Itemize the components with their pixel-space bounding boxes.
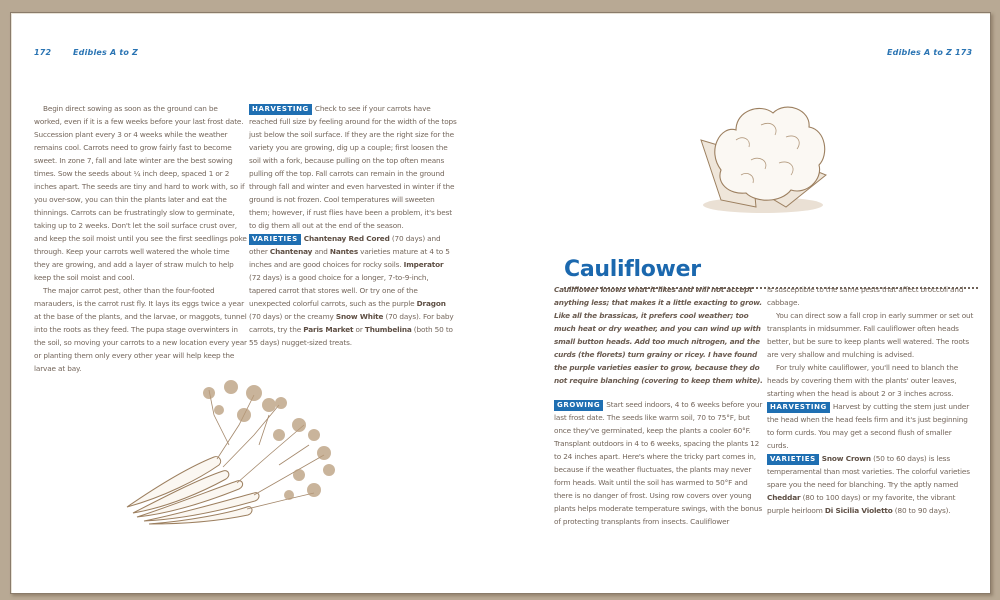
- variety-name: Chantenay Red Cored: [303, 234, 390, 243]
- variety-name: Snow White: [335, 312, 384, 321]
- left-column-1: [34, 102, 247, 375]
- harvesting-text: Harvest by cutting the stem just under the head when the head feels firm and it's just beginning to form curds. You may get a second flush of smaller curds.: [767, 402, 970, 450]
- growing-section: [554, 398, 766, 528]
- right-column-1: [554, 283, 766, 528]
- running-head-left: Edibles A to Z: [73, 48, 139, 57]
- varieties-section: [249, 232, 457, 349]
- cauliflower-illustration: [681, 95, 846, 220]
- varieties-label: VARIETIES: [767, 454, 819, 465]
- page-number-left: 172: [34, 48, 52, 57]
- varieties-section: [767, 452, 975, 517]
- paragraph: For truly white cauliflower, you'll need to blanch the heads by covering them with the plants' outer leaves, starting when the head is about 2 or 3 inches across.: [767, 363, 959, 398]
- varieties-text: Chantenay Red Cored (70 days) and other Chantenay and Nantes varieties mature at 4 to 5 inches and are good choices for rocky soils. Imperator (72 days) is a good choice for a longer, 7-to-9-inch, tapered carrot that stores well. Or try one of the unexpected colorful carrots, such as the purple Dragon (70 days) or the creamy Snow White (70 days). For baby carrots, try the Paris Market or Thumbelina (both 50 to 55 days) nugget-sized treats.: [249, 234, 454, 347]
- left-column-2: [249, 102, 457, 349]
- page-title: Cauliflower: [564, 257, 701, 282]
- growing-label: GROWING: [554, 400, 603, 411]
- varieties-text: Snow Crown (50 to 60 days) is less temperamental than most varieties. The colorful varieties spare you the need for blanching. Try the aptly named Cheddar (80 to 100 days) or my favorite, the vibrant purple heirloom Di Sicilia Violetto (80 to 90 days).: [767, 454, 970, 515]
- variety-name: Dragon: [416, 299, 446, 308]
- variety-name: Cheddar: [767, 493, 801, 502]
- continued-paragraph: is susceptible to the same pests that affect broccoli and cabbage.: [767, 285, 964, 307]
- growing-text: Start seed indoors, 4 to 6 weeks before your last frost date. The seeds like warm soil, 70 to 75°F, but once they've germinated, keep the plants a cooler 60°F. Transplant outdoors in 4 to 6 weeks, spacing the plants 12 to 24 inches apart. Here's where the tricky part comes in, because if the weather fluctuates, the plants may never form heads. Wait until the soil has warmed to 50°F and there is no danger of frost. Using row covers over young plants helps moderate temperature swings, with the bonus of protecting transplants from insects. Cauliflower: [554, 400, 763, 526]
- harvesting-section: [767, 400, 975, 452]
- variety-name: Paris Market: [303, 325, 354, 334]
- book-spread: [10, 12, 991, 594]
- carrot-bunch-illustration: [119, 375, 359, 525]
- variety-name: Thumbelina: [364, 325, 412, 334]
- right-column-2: [767, 283, 975, 517]
- paragraph: The major carrot pest, other than the four-footed marauders, is the carrot rust fly. It lays its eggs twice a year at the base of the plants, and the larvae, or maggots, tunnel into the roots as they feed. The pupa stage overwinters in the soil, so moving your carrots to a new location every year or planting them only every other year will help keep the larvae at bay.: [34, 286, 247, 373]
- harvesting-text: Check to see if your carrots have reached full size by feeling around for the width of the tops just below the soil surface. If they are the right size for the variety you are growing, dig up a couple; first loosen the soil with a fork, because pulling on the top often means pulling off the top. Fall carrots can remain in the ground through fall and winter and even harvested in winter if the ground is not frozen. Cool temperatures will sweeten them; however, if rust flies have been a problem, it's best to dig them all out at the end of the season.: [249, 104, 457, 230]
- variety-name: Nantes: [329, 247, 359, 256]
- paragraph: You can direct sow a fall crop in early summer or set out transplants in midsummer. Fall cauliflower often heads better, but be sure to keep plants well watered. The roots are very shallow and mulching is advised.: [767, 311, 974, 359]
- variety-name: Chantenay: [269, 247, 313, 256]
- intro-paragraph: Cauliflower knows what it likes and will not accept anything less; that makes it a little exacting to grow. Like all the brassicas, it prefers cool weather; too much heat or dry weather, and you can wind up with small button heads. Add too much nitrogen, and the curds (the florets) turn grainy or ricey. I have found the purple varieties easier to grow, because they do not require blanching (covering to keep them white).: [554, 285, 763, 385]
- harvesting-label: HARVESTING: [249, 104, 312, 115]
- harvesting-section: [249, 102, 457, 232]
- running-head-right: Edibles A to Z: [887, 48, 953, 57]
- page-number-right: 173: [955, 48, 973, 57]
- variety-name: Di Sicilia Violetto: [824, 506, 893, 515]
- variety-name: Snow Crown: [821, 454, 871, 463]
- harvesting-label: HARVESTING: [767, 402, 830, 413]
- variety-name: Imperator: [403, 260, 444, 269]
- paragraph: Begin direct sowing as soon as the ground can be worked, even if it is a few weeks before your last frost date. Succession plant every 3 or 4 weeks while the weather remains cool. Carrots need to grow fairly fast to become sweet. In zone 7, fall and late winter are the best sowing times. Sow the seeds about ¼ inch deep, spaced 1 or 2 inches apart. The seeds are tiny and hard to work with, so if you over-sow, you can thin the plants later and eat the thinnings. Carrots can be frustratingly slow to germinate, taking up to 2 weeks. Don't let the soil surface crust over, and keep the soil moist until you see the first seedlings poke through. Keep your carrots well watered the whole time they are growing, and add a layer of straw mulch to help keep the soil moist and cool.: [34, 104, 247, 282]
- varieties-label: VARIETIES: [249, 234, 301, 245]
